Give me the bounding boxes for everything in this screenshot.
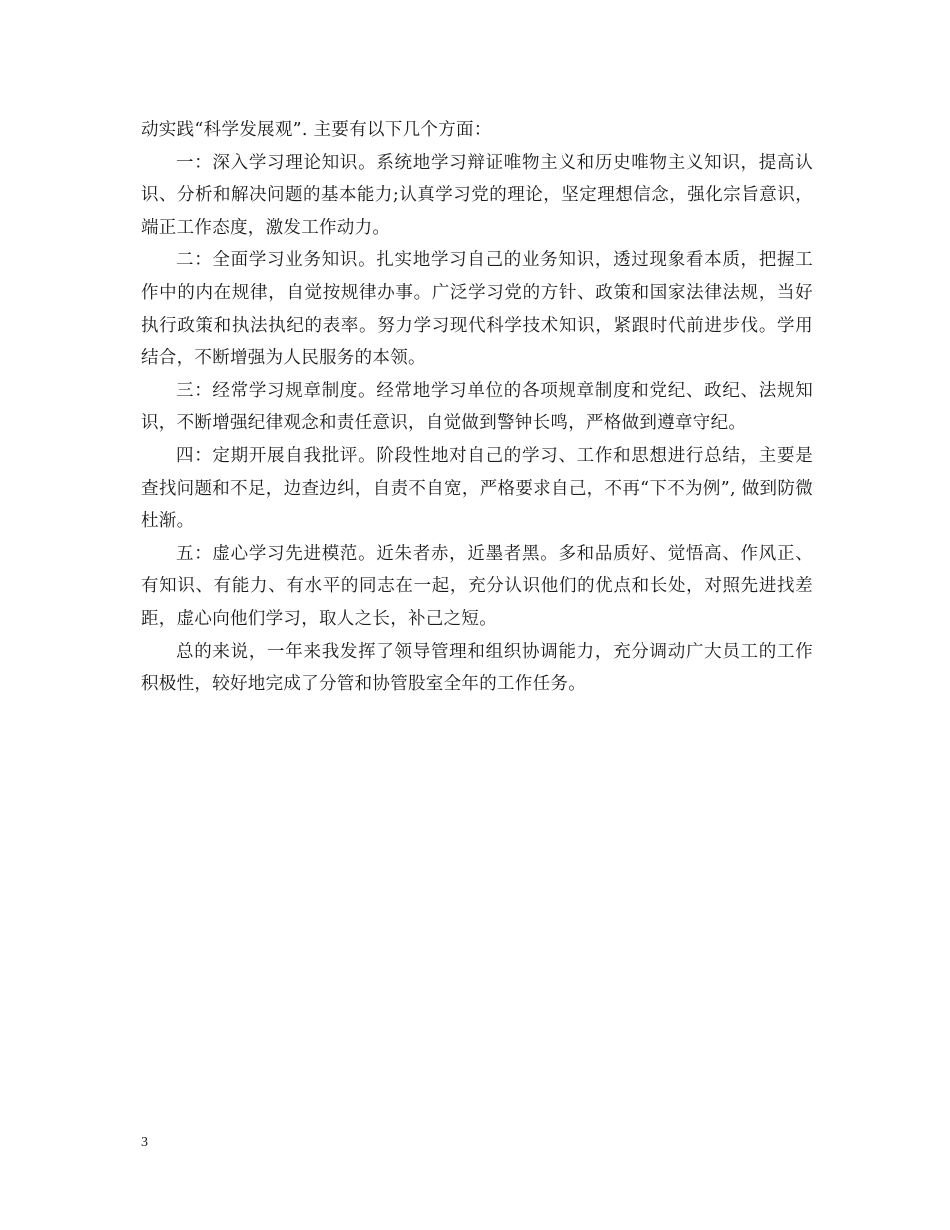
paragraph-intro-continuation: 动实践“科学发展观”. 主要有以下几个方面： bbox=[141, 120, 492, 140]
paragraph-conclusion: 总的来说，一年来我发挥了领导管理和组织协调能力，充分调动广大员工的工作积极性，较好地完成了分管和协管股室全年的工作任务。 bbox=[141, 641, 813, 695]
paragraph-point-five: 五：虚心学习先进模范。近朱者赤，近墨者黑。多和品质好、觉悟高、作风正、有知识、有能力、有水平的同志在一起，充分认识他们的优点和长处，对照先进找差距，虚心向他们学习，取人之长，补己之短。 bbox=[141, 543, 813, 629]
paragraph-point-one: 一：深入学习理论知识。系统地学习辩证唯物主义和历史唯物主义知识，提高认识、分析和解决问题的基本能力;认真学习党的理论，坚定理想信念，强化宗旨意识，端正工作态度，激发工作动力。 bbox=[141, 152, 813, 238]
document-body bbox=[141, 114, 813, 701]
paragraph-point-four: 四：定期开展自我批评。阶段性地对自己的学习、工作和思想进行总结，主要是查找问题和不足，边查边纠，自责不自宽，严格要求自己，不再“下不为例”, 做到防微杜渐。 bbox=[141, 445, 813, 532]
page-number: 3 bbox=[141, 1135, 148, 1150]
paragraph-point-three: 三：经常学习规章制度。经常地学习单位的各项规章制度和党纪、政纪、法规知识，不断增强纪律观念和责任意识，自觉做到警钟长鸣，严格做到遵章守纪。 bbox=[141, 380, 813, 434]
paragraph-point-two: 二：全面学习业务知识。扎实地学习自己的业务知识，透过现象看本质，把握工作中的内在规律，自觉按规律办事。广泛学习党的方针、政策和国家法律法规，当好执行政策和执法执纪的表率。努力学习现代科学技术知识，紧跟时代前进步伐。学用结合，不断增强为人民服务的本领。 bbox=[141, 250, 813, 369]
